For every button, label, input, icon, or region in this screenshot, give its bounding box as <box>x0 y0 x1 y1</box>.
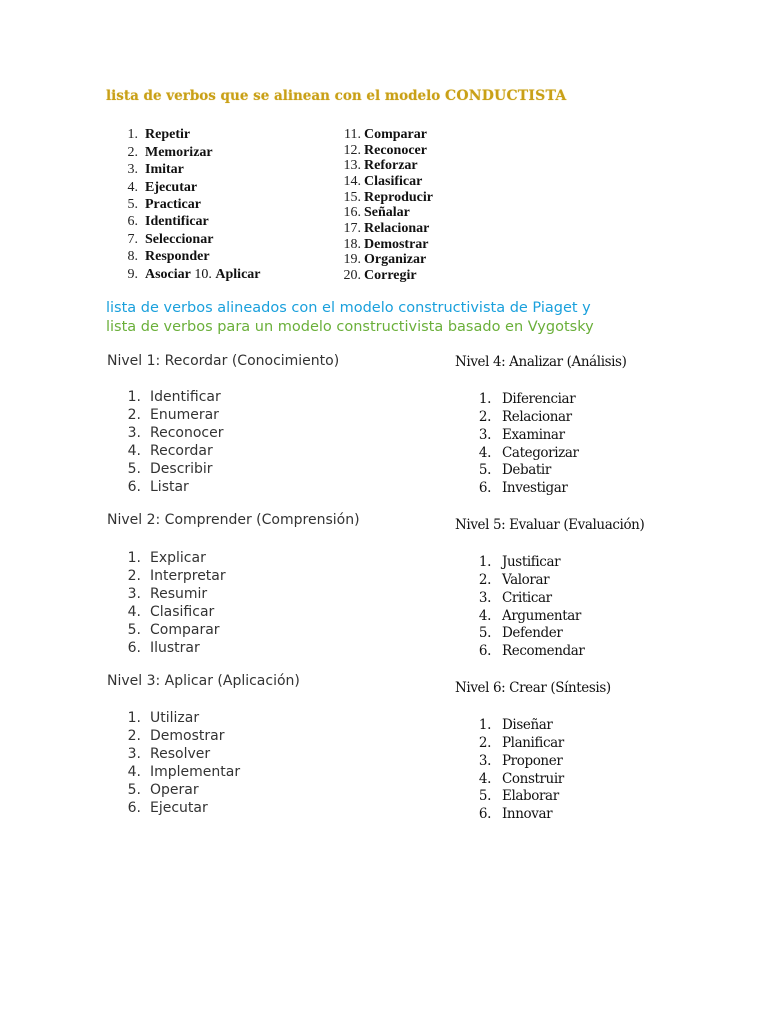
list-item: 3. Reconocer <box>127 425 224 441</box>
list-item: 5. Defender <box>478 625 563 641</box>
list-item: 2. Planificar <box>478 735 564 751</box>
list-item: 2. Interpretar <box>127 568 226 584</box>
list-item: 1. Identificar <box>127 389 221 405</box>
list-item: 2. Valorar <box>478 572 550 588</box>
list-item: 4. Recordar <box>127 443 213 459</box>
list-item: 3. Criticar <box>478 590 552 606</box>
list-item: 4. Implementar <box>127 764 241 780</box>
list-item: 20. Corregir <box>343 268 417 283</box>
level-1-title: Nivel 1: Recordar (Conocimiento) <box>107 353 340 369</box>
list-item: 5. Operar <box>127 782 199 798</box>
list-item: 1. Diseñar <box>478 717 553 733</box>
list-item: 1. Explicar <box>127 550 206 566</box>
level-5-title: Nivel 5: Evaluar (Evaluación) <box>455 517 645 533</box>
list-item: 4. Categorizar <box>478 445 579 461</box>
level-3-title: Nivel 3: Aplicar (Aplicación) <box>107 673 300 689</box>
list-item: 15. Reproducir <box>343 190 433 205</box>
list-item: 9. Asociar 10. Aplicar <box>127 267 261 282</box>
conductista-heading-emphasis: CONDUCTISTA <box>444 88 567 104</box>
list-item: 5. Debatir <box>478 462 551 478</box>
level-6-title: Nivel 6: Crear (Síntesis) <box>455 680 611 696</box>
list-item: 2. Enumerar <box>127 407 219 423</box>
list-item: 1. Diferenciar <box>478 391 576 407</box>
list-item: 13. Reforzar <box>343 158 418 173</box>
conductista-heading <box>106 88 566 104</box>
list-item: 4. Construir <box>478 771 564 787</box>
list-item: 6. Identificar <box>127 214 209 229</box>
list-item: 3. Resolver <box>127 746 211 762</box>
list-item: 2. Relacionar <box>478 409 572 425</box>
list-item: 5. Practicar <box>127 197 201 212</box>
list-item: 6. Ilustrar <box>127 640 200 656</box>
list-item: 12. Reconocer <box>343 143 427 158</box>
level-4-title: Nivel 4: Analizar (Análisis) <box>455 354 627 370</box>
list-item: 4. Ejecutar <box>127 180 198 195</box>
list-item: 6. Listar <box>127 479 189 495</box>
list-item: 6. Innovar <box>478 806 553 822</box>
list-item: 19. Organizar <box>343 252 427 267</box>
list-item: 6. Recomendar <box>478 643 585 659</box>
list-item: 3. Imitar <box>127 162 184 177</box>
list-item: 3. Resumir <box>127 586 208 602</box>
list-item: 3. Proponer <box>478 753 563 769</box>
list-item: 5. Describir <box>127 461 213 477</box>
list-item: 11. Comparar <box>344 127 427 142</box>
list-item: 2. Demostrar <box>127 728 225 744</box>
list-item: 5. Elaborar <box>478 788 559 804</box>
list-item: 8. Responder <box>127 249 210 264</box>
list-item: 1. Utilizar <box>127 710 200 726</box>
list-item: 6. Ejecutar <box>127 800 208 816</box>
conductista-heading-prefix: lista de verbos que se alinean con el modelo <box>106 88 445 104</box>
list-item: 1. Justificar <box>478 554 561 570</box>
list-item: 2. Memorizar <box>127 145 213 160</box>
list-item: 3. Examinar <box>478 427 565 443</box>
list-item: 14. Clasificar <box>343 174 423 189</box>
list-item: 16. Señalar <box>343 205 410 220</box>
list-item: 6. Investigar <box>478 480 568 496</box>
list-item: 1. Repetir <box>127 127 191 142</box>
list-item: 4. Clasificar <box>127 604 215 620</box>
list-item: 7. Seleccionar <box>127 232 214 247</box>
heading-piaget: lista de verbos alineados con el modelo constructivista de Piaget y <box>106 300 591 316</box>
list-item: 5. Comparar <box>127 622 220 638</box>
heading-vygotsky: lista de verbos para un modelo constructivista basado en Vygotsky <box>106 319 594 335</box>
list-item: 18. Demostrar <box>343 237 429 252</box>
list-item: 17. Relacionar <box>343 221 430 236</box>
list-item: 4. Argumentar <box>478 608 581 624</box>
level-2-title: Nivel 2: Comprender (Comprensión) <box>107 512 360 528</box>
